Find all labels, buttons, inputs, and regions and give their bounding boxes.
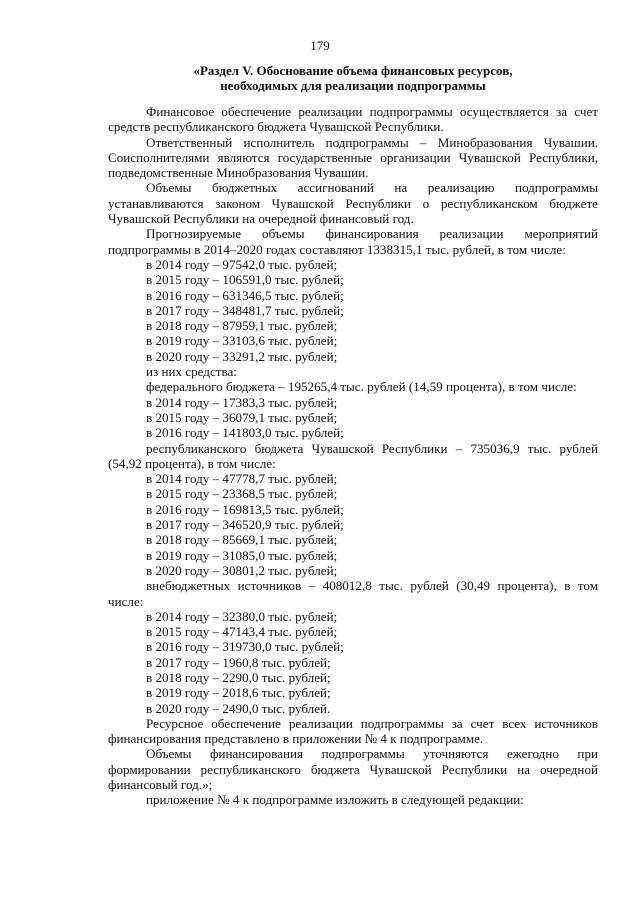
total-year-item: в 2018 году – 87959,1 тыс. рублей;	[146, 318, 338, 334]
republic-year-item: в 2015 году – 23368,5 тыс. рублей;	[146, 486, 338, 502]
paragraph-republic-budget: республиканского бюджета Чувашской Республики – 735036,9 тыс. рублей (54,92 процента), в том числе:	[108, 440, 598, 471]
federal-year-item: в 2016 году – 141803,0 тыс. рублей;	[146, 425, 344, 441]
paragraph-federal-budget: федерального бюджета – 195265,4 тыс. рублей (14,59 процента), в том числе:	[146, 379, 577, 395]
sources-intro: из них средства:	[146, 364, 237, 380]
section-heading	[108, 63, 598, 93]
republic-year-item: в 2019 году – 31085,0 тыс. рублей;	[146, 547, 338, 563]
extrabudget-year-item: в 2016 году – 319730,0 тыс. рублей;	[146, 639, 344, 655]
paragraph-allocations: Объемы бюджетных ассигнований на реализацию подпрограммы устанавливаются законом Чувашской Республики о республиканском бюджете Чувашской Республики на очередной финансовый год.	[108, 180, 598, 227]
paragraph-forecast-total: Прогнозируемые объемы финансирования реализации мероприятий подпрограммы в 2014–2020 годах составляют 1338315,1 тыс. рублей, в том числе:	[108, 226, 598, 257]
republic-year-item: в 2014 году – 47778,7 тыс. рублей;	[146, 471, 338, 487]
republic-year-item: в 2017 году – 346520,9 тыс. рублей;	[146, 517, 344, 533]
extrabudget-year-item: в 2014 году – 32380,0 тыс. рублей;	[146, 608, 338, 624]
extrabudget-year-item: в 2015 году – 47143,4 тыс. рублей;	[146, 624, 338, 640]
paragraph-annual-adjustment: Объемы финансирования подпрограммы уточняются ежегодно при формировании республиканского бюджета Чувашской Республики на очередной финансовый год.»;	[108, 746, 598, 793]
paragraph-executors: Ответственный исполнитель подпрограммы – Минобразования Чувашии. Соисполнителями являются государственные организации Чувашской Республики, подведомственные Минобразования Чувашии.	[108, 134, 598, 181]
heading-line-1: «Раздел V. Обоснование объема финансовых ресурсов,	[193, 63, 513, 78]
page-number: 179	[310, 38, 330, 53]
republic-year-item: в 2016 году – 169813,5 тыс. рублей;	[146, 501, 344, 517]
paragraph-resource-support: Ресурсное обеспечение реализации подпрограммы за счет всех источников финансирования представлено в приложении № 4 к подпрограмме.	[108, 715, 598, 747]
extrabudget-year-item: в 2019 году – 2018,6 тыс. рублей;	[146, 685, 331, 701]
paragraph-funding-source: Финансовое обеспечение реализации подпрограммы осуществляется за счет средств республиканского бюджета Чувашской Республики.	[108, 104, 598, 135]
extrabudget-year-item: в 2017 году – 1960,8 тыс. рублей;	[146, 654, 331, 670]
extrabudget-year-item: в 2020 году – 2490,0 тыс. рублей.	[146, 700, 331, 716]
body-text	[108, 104, 598, 808]
paragraph-appendix-revision: приложение № 4 к подпрограмме изложить в следующей редакции:	[146, 792, 524, 808]
republic-year-item: в 2018 году – 85669,1 тыс. рублей;	[146, 532, 338, 548]
total-year-item: в 2017 году – 348481,7 тыс. рублей;	[146, 302, 344, 318]
total-year-item: в 2015 году – 106591,0 тыс. рублей;	[146, 272, 344, 288]
paragraph-extrabudget-sources: внебюджетных источников – 408012,8 тыс. рублей (30,49 процента), в том числе:	[108, 578, 598, 609]
total-year-item: в 2014 году – 97542,0 тыс. рублей;	[146, 256, 338, 272]
total-year-item: в 2016 году – 631346,5 тыс. рублей;	[146, 287, 344, 303]
republic-year-item: в 2020 году – 30801,2 тыс. рублей;	[146, 562, 338, 578]
total-year-item: в 2019 году – 33103,6 тыс. рублей;	[146, 333, 338, 349]
federal-year-item: в 2014 году – 17383,3 тыс. рублей;	[146, 394, 338, 410]
heading-line-2: необходимых для реализации подпрограммы	[220, 78, 486, 93]
federal-year-item: в 2015 году – 36079,1 тыс. рублей;	[146, 409, 338, 425]
extrabudget-year-item: в 2018 году – 2290,0 тыс. рублей;	[146, 669, 331, 685]
total-year-item: в 2020 году – 33291,2 тыс. рублей;	[146, 348, 338, 364]
